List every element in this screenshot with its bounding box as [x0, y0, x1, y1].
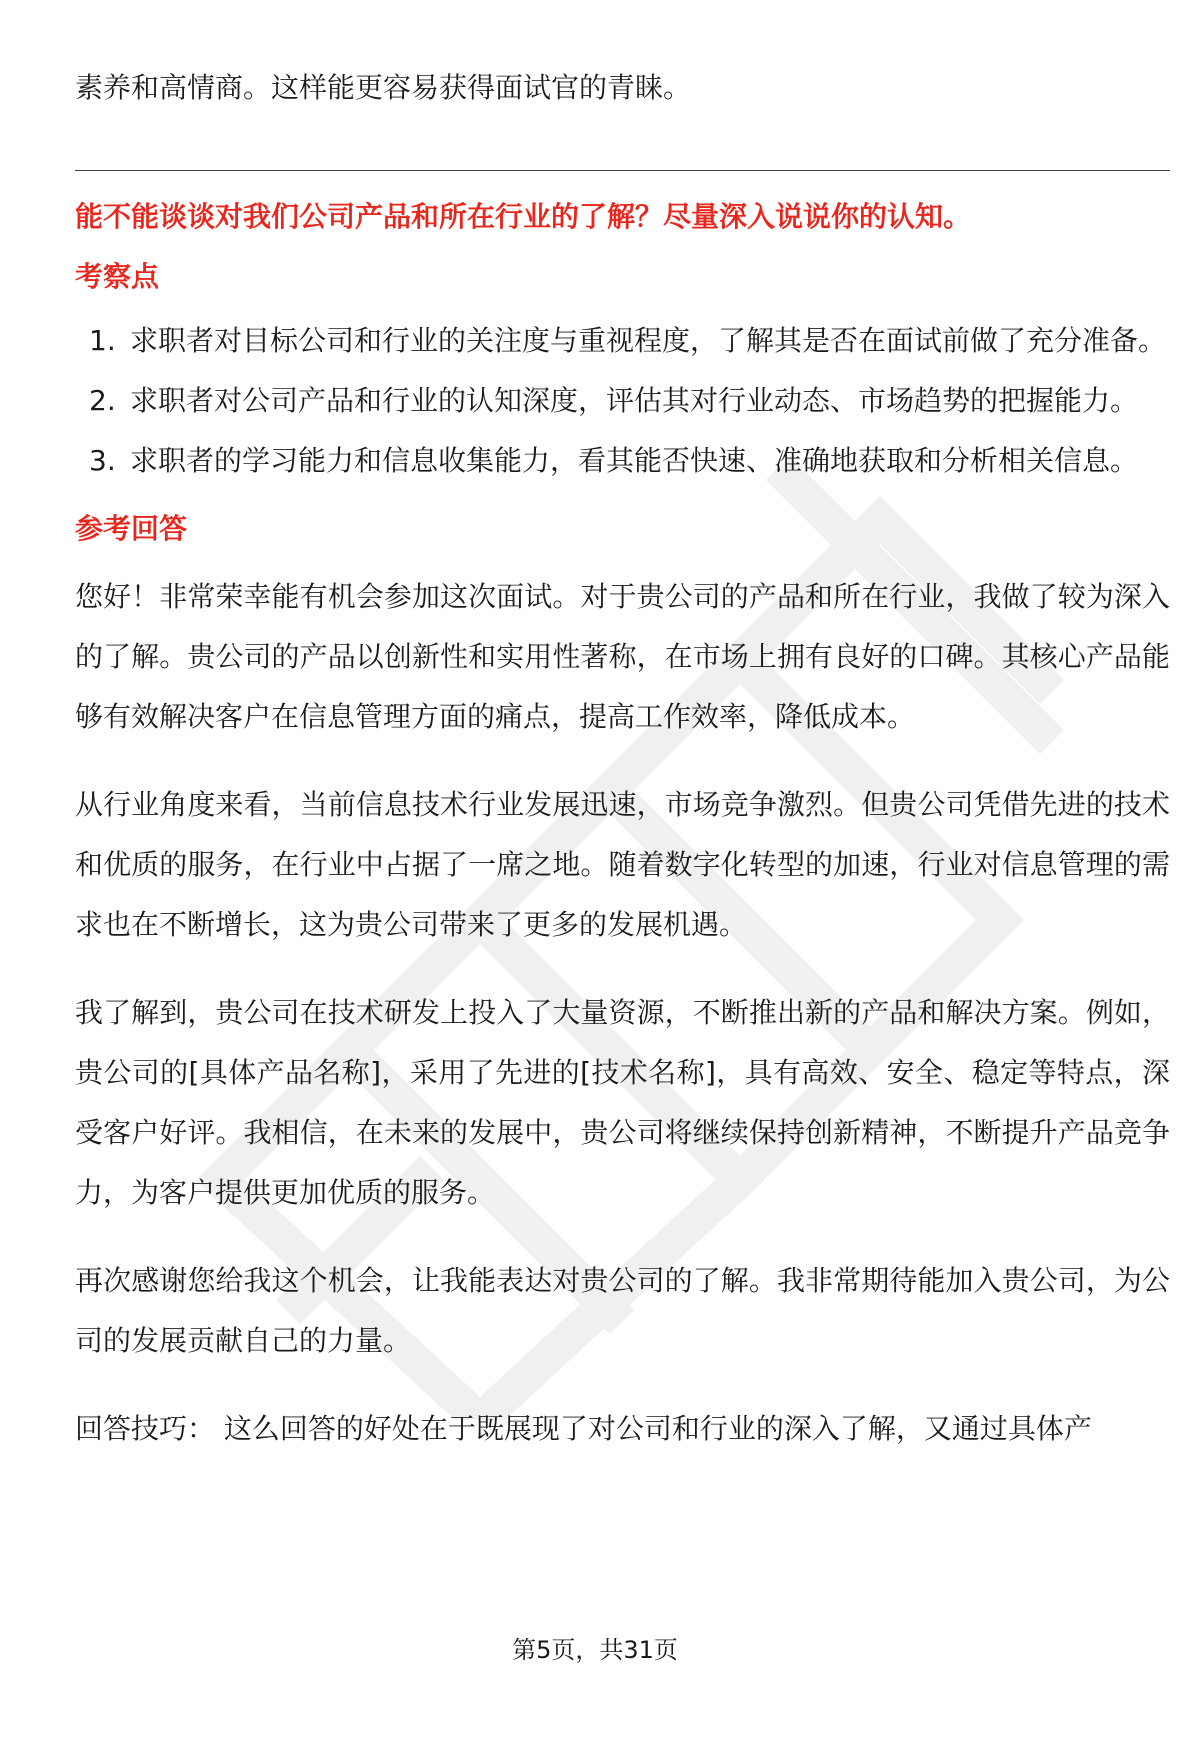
section-divider — [75, 170, 1170, 171]
answer-paragraph: 我了解到，贵公司在技术研发上投入了大量资源，不断推出新的产品和解决方案。例如，贵公司的[具体产品名称]，采用了先进的[技术名称]，具有高效、安全、稳定等特点，深受客户好评。我相信，在未来的发展中，贵公司将继续保持创新精神，不断提升产品竞争力，为客户提供更加优质的服务。 — [75, 996, 1170, 1209]
list-item-number: 3. — [89, 444, 116, 477]
list-item-text: 求职者对目标公司和行业的关注度与重视程度，了解其是否在面试前做了充分准备。 — [130, 324, 1167, 357]
points-heading: 考察点 — [75, 260, 160, 293]
list-item-text: 求职者的学习能力和信息收集能力，看其能否快速、准确地获取和分析相关信息。 — [130, 444, 1139, 477]
answer-paragraph: 您好！非常荣幸能有机会参加这次面试。对于贵公司的产品和所在行业，我做了较为深入的了解。贵公司的产品以创新性和实用性著称，在市场上拥有良好的口碑。其核心产品能够有效解决客户在信息管理方面的痛点，提高工作效率，降低成本。 — [75, 580, 1170, 733]
list-item-number: 2. — [89, 384, 116, 417]
question-heading: 能不能谈谈对我们公司产品和所在行业的了解？尽量深入说说你的认知。 — [75, 200, 972, 233]
points-list — [75, 311, 1170, 491]
list-item — [75, 311, 1170, 371]
list-item — [75, 431, 1170, 491]
lead-text: 素养和高情商。这样能更容易获得面试官的青睐。 — [75, 71, 692, 104]
answer-paragraph: 从行业角度来看，当前信息技术行业发展迅速，市场竞争激烈。但贵公司凭借先进的技术和优质的服务，在行业中占据了一席之地。随着数字化转型的加速，行业对信息管理的需求也在不断增长，这为贵公司带来了更多的发展机遇。 — [75, 788, 1170, 941]
page-number-footer: 第5页，共31页 — [512, 1636, 678, 1664]
list-item — [75, 371, 1170, 431]
list-item-number: 1. — [89, 324, 116, 357]
answer-paragraph: 再次感谢您给我这个机会，让我能表达对贵公司的了解。我非常期待能加入贵公司，为公司的发展贡献自己的力量。 — [75, 1264, 1170, 1357]
answer-tip: 回答技巧： 这么回答的好处在于既展现了对公司和行业的深入了解，又通过具体产 — [75, 1412, 1092, 1445]
list-item-text: 求职者对公司产品和行业的认知深度，评估其对行业动态、市场趋势的把握能力。 — [130, 384, 1139, 417]
answer-heading: 参考回答 — [75, 512, 188, 545]
document-content — [75, 58, 1170, 1459]
